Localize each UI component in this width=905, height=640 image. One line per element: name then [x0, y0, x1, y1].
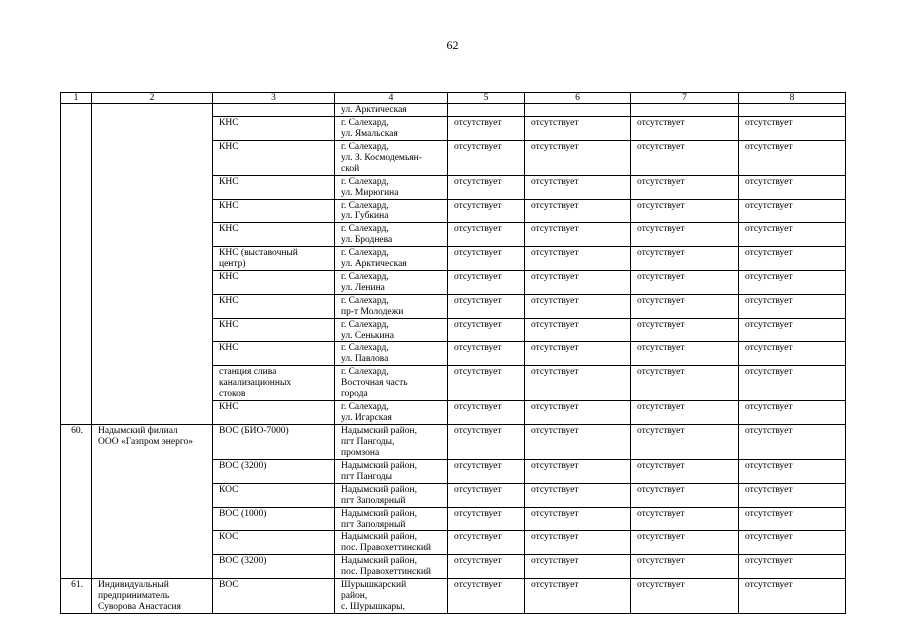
object-cell [213, 104, 335, 117]
column-6-cell: отсутствует [525, 270, 631, 294]
column-5-cell: отсутствует [448, 507, 525, 531]
column-5-cell: отсутствует [448, 199, 525, 223]
organization-cell: Надымский филиал ООО «Газпром энерго» [92, 425, 213, 579]
column-7-cell [631, 104, 739, 117]
column-5-cell: отсутствует [448, 270, 525, 294]
header-cell: 8 [739, 93, 846, 104]
column-6-cell: отсутствует [525, 483, 631, 507]
object-cell: КНС [213, 199, 335, 223]
column-8-cell: отсутствует [739, 483, 846, 507]
column-7-cell: отсутствует [631, 555, 739, 579]
column-5-cell: отсутствует [448, 175, 525, 199]
column-8-cell: отсутствует [739, 247, 846, 271]
column-7-cell: отсутствует [631, 223, 739, 247]
address-cell: Надымский район, пгт Заполярный [335, 507, 448, 531]
address-cell: ул. Арктическая [335, 104, 448, 117]
column-6-cell: отсутствует [525, 175, 631, 199]
header-cell: 2 [92, 93, 213, 104]
column-8-cell: отсутствует [739, 318, 846, 342]
address-cell: г. Салехард, пр-т Молодежи [335, 294, 448, 318]
header-cell: 3 [213, 93, 335, 104]
column-8-cell: отсутствует [739, 199, 846, 223]
table-header [61, 93, 846, 104]
object-cell: КНС [213, 270, 335, 294]
row-number [61, 104, 92, 425]
address-cell: Надымский район, пос. Правохеттинский [335, 555, 448, 579]
column-7-cell: отсутствует [631, 579, 739, 614]
object-cell: ВОС (БИО-7000) [213, 425, 335, 460]
row-number: 61. [61, 579, 92, 614]
column-8-cell: отсутствует [739, 116, 846, 140]
column-8-cell: отсутствует [739, 507, 846, 531]
column-5-cell: отсутствует [448, 342, 525, 366]
column-5-cell: отсутствует [448, 294, 525, 318]
column-6-cell: отсутствует [525, 294, 631, 318]
column-7-cell: отсутствует [631, 507, 739, 531]
column-6-cell [525, 104, 631, 117]
address-cell: г. Салехард, ул. Мирюгина [335, 175, 448, 199]
column-5-cell: отсутствует [448, 116, 525, 140]
address-cell: г. Салехард, Восточная часть города [335, 366, 448, 401]
data-table [60, 92, 846, 614]
column-5-cell: отсутствует [448, 223, 525, 247]
column-5-cell: отсутствует [448, 366, 525, 401]
column-6-cell: отсутствует [525, 318, 631, 342]
table-row [61, 425, 846, 460]
column-6-cell: отсутствует [525, 342, 631, 366]
column-6-cell: отсутствует [525, 555, 631, 579]
object-cell: КНС (выставочный центр) [213, 247, 335, 271]
address-cell: г. Салехард, ул. Арктическая [335, 247, 448, 271]
column-5-cell: отсутствует [448, 247, 525, 271]
address-cell: Надымский район, пгт Заполярный [335, 483, 448, 507]
column-7-cell: отсутствует [631, 199, 739, 223]
column-7-cell: отсутствует [631, 116, 739, 140]
column-6-cell: отсутствует [525, 579, 631, 614]
column-8-cell: отсутствует [739, 579, 846, 614]
column-5-cell: отсутствует [448, 140, 525, 175]
column-6-cell: отсутствует [525, 140, 631, 175]
header-cell: 7 [631, 93, 739, 104]
column-6-cell: отсутствует [525, 507, 631, 531]
column-6-cell: отсутствует [525, 247, 631, 271]
column-7-cell: отсутствует [631, 483, 739, 507]
column-5-cell: отсутствует [448, 460, 525, 484]
column-6-cell: отсутствует [525, 366, 631, 401]
column-8-cell: отсутствует [739, 140, 846, 175]
organization-cell [92, 104, 213, 425]
column-5-cell: отсутствует [448, 531, 525, 555]
object-cell: КНС [213, 401, 335, 425]
column-8-cell: отсутствует [739, 342, 846, 366]
object-cell: КНС [213, 116, 335, 140]
address-cell: г. Салехард, ул. Сенькина [335, 318, 448, 342]
address-cell: г. Салехард, ул. З. Космодемьян- ской [335, 140, 448, 175]
column-7-cell: отсутствует [631, 318, 739, 342]
column-8-cell: отсутствует [739, 270, 846, 294]
header-cell: 6 [525, 93, 631, 104]
column-8-cell [739, 104, 846, 117]
address-cell: г. Салехард, ул. Броднева [335, 223, 448, 247]
table-body [61, 104, 846, 614]
column-7-cell: отсутствует [631, 425, 739, 460]
row-number: 60. [61, 425, 92, 579]
column-7-cell: отсутствует [631, 270, 739, 294]
column-6-cell: отсутствует [525, 116, 631, 140]
column-7-cell: отсутствует [631, 531, 739, 555]
column-8-cell: отсутствует [739, 401, 846, 425]
page-number: 62 [446, 38, 459, 52]
column-5-cell: отсутствует [448, 579, 525, 614]
object-cell: ВОС (3200) [213, 555, 335, 579]
address-cell: г. Салехард, ул. Губкина [335, 199, 448, 223]
column-7-cell: отсутствует [631, 342, 739, 366]
column-5-cell: отсутствует [448, 555, 525, 579]
column-8-cell: отсутствует [739, 531, 846, 555]
column-5-cell: отсутствует [448, 318, 525, 342]
header-row [61, 93, 846, 104]
object-cell: КНС [213, 223, 335, 247]
column-8-cell: отсутствует [739, 555, 846, 579]
column-7-cell: отсутствует [631, 401, 739, 425]
table-row [61, 104, 846, 117]
column-5-cell: отсутствует [448, 425, 525, 460]
address-cell: Шурышкарский район, с. Шурышкары, [335, 579, 448, 614]
object-cell: КНС [213, 318, 335, 342]
object-cell: КНС [213, 342, 335, 366]
column-8-cell: отсутствует [739, 460, 846, 484]
column-7-cell: отсутствует [631, 294, 739, 318]
object-cell: ВОС [213, 579, 335, 614]
column-7-cell: отсутствует [631, 247, 739, 271]
object-cell: КНС [213, 294, 335, 318]
object-cell: КОС [213, 483, 335, 507]
address-cell: г. Салехард, ул. Павлова [335, 342, 448, 366]
address-cell: Надымский район, пос. Правохеттинский [335, 531, 448, 555]
object-cell: ВОС (1000) [213, 507, 335, 531]
object-cell: КНС [213, 175, 335, 199]
column-8-cell: отсутствует [739, 223, 846, 247]
header-cell: 4 [335, 93, 448, 104]
column-6-cell: отсутствует [525, 199, 631, 223]
column-7-cell: отсутствует [631, 175, 739, 199]
column-8-cell: отсутствует [739, 294, 846, 318]
column-7-cell: отсутствует [631, 460, 739, 484]
column-6-cell: отсутствует [525, 401, 631, 425]
object-cell: станция слива канализационных стоков [213, 366, 335, 401]
address-cell: Надымский район, пгт Пангоды, промзона [335, 425, 448, 460]
column-5-cell: отсутствует [448, 483, 525, 507]
object-cell: ВОС (3200) [213, 460, 335, 484]
header-cell: 5 [448, 93, 525, 104]
address-cell: г. Салехард, ул. Ямальская [335, 116, 448, 140]
column-7-cell: отсутствует [631, 140, 739, 175]
column-8-cell: отсутствует [739, 425, 846, 460]
address-cell: г. Салехард, ул. Игарская [335, 401, 448, 425]
address-cell: г. Салехард, ул. Ленина [335, 270, 448, 294]
column-5-cell: отсутствует [448, 401, 525, 425]
header-cell: 1 [61, 93, 92, 104]
column-8-cell: отсутствует [739, 175, 846, 199]
column-7-cell: отсутствует [631, 366, 739, 401]
organization-cell: Индивидуальный предприниматель Суворова Анастасия [92, 579, 213, 614]
column-5-cell [448, 104, 525, 117]
column-8-cell: отсутствует [739, 366, 846, 401]
column-6-cell: отсутствует [525, 425, 631, 460]
column-6-cell: отсутствует [525, 223, 631, 247]
table-row [61, 579, 846, 614]
column-6-cell: отсутствует [525, 531, 631, 555]
column-6-cell: отсутствует [525, 460, 631, 484]
object-cell: КНС [213, 140, 335, 175]
address-cell: Надымский район, пгт Пангоды [335, 460, 448, 484]
object-cell: КОС [213, 531, 335, 555]
